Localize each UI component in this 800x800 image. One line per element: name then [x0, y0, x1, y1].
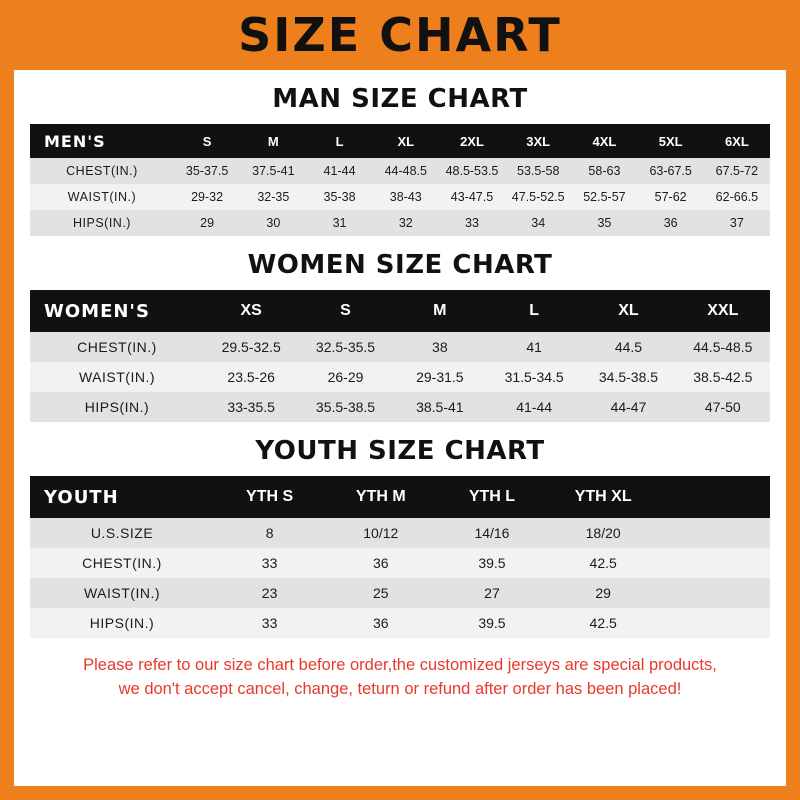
table-corner-label: MEN'S — [30, 124, 174, 158]
column-header: 4XL — [571, 124, 637, 158]
row-label: CHEST(IN.) — [30, 332, 204, 362]
table-row — [30, 158, 770, 184]
table-cell: 29-31.5 — [393, 362, 487, 392]
youth-size-table — [30, 476, 770, 638]
table-cell: 14/16 — [436, 518, 547, 548]
table-cell: 41 — [487, 332, 581, 362]
table-cell: 38.5-42.5 — [676, 362, 770, 392]
column-header: 2XL — [439, 124, 505, 158]
table-cell-spacer — [659, 578, 770, 608]
column-header: S — [174, 124, 240, 158]
table-row — [30, 392, 770, 422]
table-cell: 8 — [214, 518, 325, 548]
table-cell: 47.5-52.5 — [505, 184, 571, 210]
men-size-table — [30, 124, 770, 236]
table-cell: 37 — [704, 210, 770, 236]
table-row — [30, 362, 770, 392]
table-cell: 32.5-35.5 — [298, 332, 392, 362]
column-header: YTH XL — [548, 476, 659, 518]
table-cell: 47-50 — [676, 392, 770, 422]
table-cell-spacer — [659, 518, 770, 548]
table-cell: 48.5-53.5 — [439, 158, 505, 184]
table-cell: 34 — [505, 210, 571, 236]
section-title-women: WOMEN SIZE CHART — [247, 250, 553, 280]
column-header: XL — [581, 290, 675, 332]
table-row — [30, 184, 770, 210]
table-cell: 18/20 — [548, 518, 659, 548]
table-cell: 58-63 — [571, 158, 637, 184]
table-row — [30, 518, 770, 548]
row-label: U.S.SIZE — [30, 518, 214, 548]
table-cell: 57-62 — [638, 184, 704, 210]
table-header-row — [30, 476, 770, 518]
table-cell: 35-37.5 — [174, 158, 240, 184]
chart-content — [14, 84, 786, 702]
order-policy-note — [46, 654, 754, 702]
note-line-2: we don't accept cancel, change, teturn or refund after order has been placed! — [118, 679, 682, 698]
table-cell: 38.5-41 — [393, 392, 487, 422]
table-cell: 37.5-41 — [240, 158, 306, 184]
table-cell: 35-38 — [306, 184, 372, 210]
table-row — [30, 578, 770, 608]
table-cell: 32-35 — [240, 184, 306, 210]
table-cell: 42.5 — [548, 548, 659, 578]
women-size-table — [30, 290, 770, 422]
table-cell: 38 — [393, 332, 487, 362]
header-banner — [0, 0, 800, 70]
table-cell: 33 — [439, 210, 505, 236]
table-cell: 67.5-72 — [704, 158, 770, 184]
table-cell: 34.5-38.5 — [581, 362, 675, 392]
row-label: WAIST(IN.) — [30, 362, 204, 392]
row-label: CHEST(IN.) — [30, 548, 214, 578]
table-cell: 52.5-57 — [571, 184, 637, 210]
section-title-men: MAN SIZE CHART — [272, 84, 528, 114]
table-cell: 27 — [436, 578, 547, 608]
table-cell: 44.5 — [581, 332, 675, 362]
table-cell: 41-44 — [487, 392, 581, 422]
table-header-row — [30, 124, 770, 158]
column-header: M — [240, 124, 306, 158]
table-header-row — [30, 290, 770, 332]
table-cell: 36 — [638, 210, 704, 236]
column-header: 3XL — [505, 124, 571, 158]
table-cell: 41-44 — [306, 158, 372, 184]
table-cell-spacer — [659, 608, 770, 638]
column-header: M — [393, 290, 487, 332]
table-cell: 35 — [571, 210, 637, 236]
table-cell: 42.5 — [548, 608, 659, 638]
table-cell: 25 — [325, 578, 436, 608]
table-cell: 10/12 — [325, 518, 436, 548]
page-title: SIZE CHART — [238, 8, 562, 62]
table-cell: 31.5-34.5 — [487, 362, 581, 392]
note-line-1: Please refer to our size chart before order,the customized jerseys are special products, — [83, 656, 717, 674]
column-header: S — [298, 290, 392, 332]
row-label: HIPS(IN.) — [30, 392, 204, 422]
table-corner-label: WOMEN'S — [30, 290, 204, 332]
table-cell: 23 — [214, 578, 325, 608]
table-cell: 63-67.5 — [638, 158, 704, 184]
table-cell: 44.5-48.5 — [676, 332, 770, 362]
table-cell: 29-32 — [174, 184, 240, 210]
column-header-spacer — [659, 476, 770, 518]
column-header: 5XL — [638, 124, 704, 158]
table-row — [30, 210, 770, 236]
table-cell: 62-66.5 — [704, 184, 770, 210]
column-header: XL — [373, 124, 439, 158]
table-cell: 26-29 — [298, 362, 392, 392]
table-cell: 29 — [174, 210, 240, 236]
column-header: L — [306, 124, 372, 158]
row-label: CHEST(IN.) — [30, 158, 174, 184]
table-cell: 39.5 — [436, 548, 547, 578]
table-cell: 30 — [240, 210, 306, 236]
column-header: XS — [204, 290, 298, 332]
column-header: XXL — [676, 290, 770, 332]
row-label: HIPS(IN.) — [30, 210, 174, 236]
table-cell: 23.5-26 — [204, 362, 298, 392]
table-cell: 44-48.5 — [373, 158, 439, 184]
row-label: HIPS(IN.) — [30, 608, 214, 638]
column-header: YTH S — [214, 476, 325, 518]
column-header: YTH L — [436, 476, 547, 518]
table-corner-label: YOUTH — [30, 476, 214, 518]
column-header: YTH M — [325, 476, 436, 518]
table-row — [30, 608, 770, 638]
table-cell: 31 — [306, 210, 372, 236]
row-label: WAIST(IN.) — [30, 578, 214, 608]
section-title-youth: YOUTH SIZE CHART — [255, 436, 545, 466]
row-label: WAIST(IN.) — [30, 184, 174, 210]
table-cell: 38-43 — [373, 184, 439, 210]
table-cell: 53.5-58 — [505, 158, 571, 184]
table-row — [30, 332, 770, 362]
table-cell: 36 — [325, 548, 436, 578]
table-row — [30, 548, 770, 578]
table-cell: 33-35.5 — [204, 392, 298, 422]
table-cell: 29 — [548, 578, 659, 608]
table-cell: 33 — [214, 608, 325, 638]
table-cell: 36 — [325, 608, 436, 638]
table-cell: 43-47.5 — [439, 184, 505, 210]
table-cell: 35.5-38.5 — [298, 392, 392, 422]
column-header: 6XL — [704, 124, 770, 158]
table-cell: 44-47 — [581, 392, 675, 422]
table-cell-spacer — [659, 548, 770, 578]
column-header: L — [487, 290, 581, 332]
table-cell: 32 — [373, 210, 439, 236]
table-cell: 29.5-32.5 — [204, 332, 298, 362]
table-cell: 33 — [214, 548, 325, 578]
table-cell: 39.5 — [436, 608, 547, 638]
